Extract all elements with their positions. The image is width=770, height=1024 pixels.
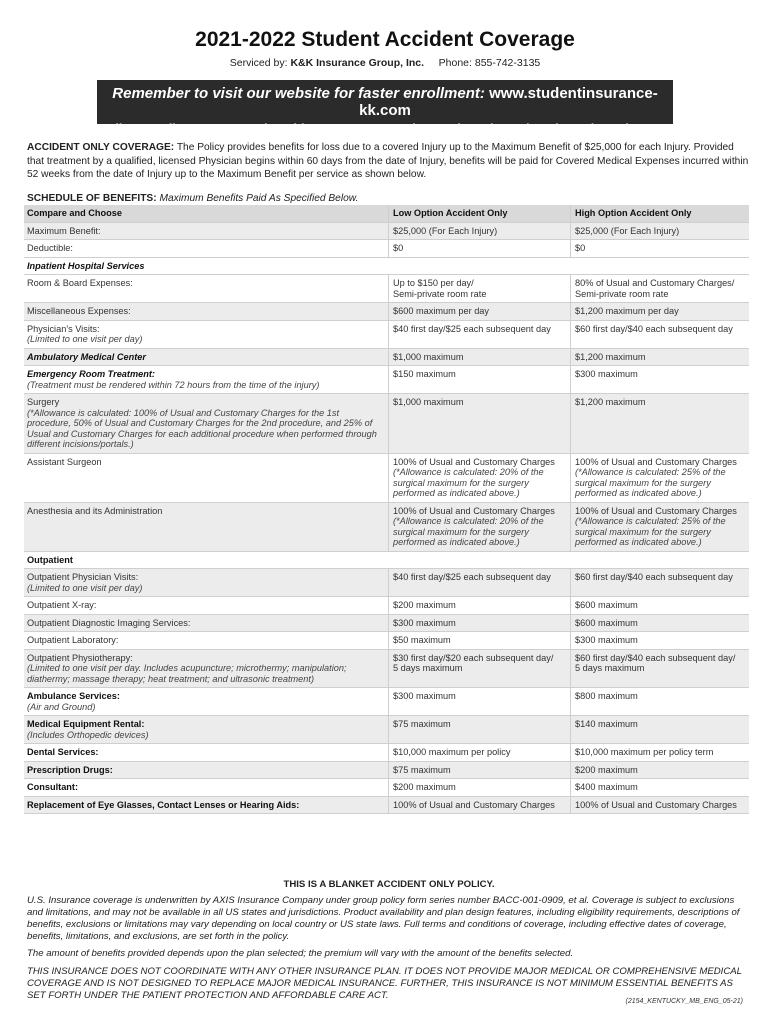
low-option-value: $30 first day/$20 each subsequent day/ 5 days maximum <box>393 652 554 673</box>
table-row <box>24 366 749 394</box>
banner-reminder: Remember to visit our website for faster enrollment: <box>112 85 485 102</box>
low-option-value: $200 maximum <box>393 782 456 792</box>
table-body <box>24 223 749 815</box>
underwriting-notice: U.S. Insurance coverage is underwritten by AXIS Insurance Company under group policy form series number BACC-001-0909, et al. Coverage is subject to exclusions and limitations, and may not be available in all US states and jurisdictions. Product availability and plan design features, including eligibility requirements, descriptions of benefits, exclusions or limitations may vary depending on local country or US state laws. Full terms and conditions of coverage, including effective dates of coverage, benefits, limitations, and exclusions, are set forth in the policy. <box>27 895 740 942</box>
benefit-cell <box>24 762 388 779</box>
benefit-cell <box>24 797 388 814</box>
benefit-label: Outpatient Laboratory: <box>27 635 119 645</box>
low-option-value-cell <box>388 650 570 688</box>
low-option-value: $150 maximum <box>393 369 456 379</box>
benefit-label: Surgery <box>27 397 60 407</box>
high-option-value: $1,200 maximum <box>575 397 646 407</box>
low-option-value-cell <box>388 240 570 257</box>
high-option-value: $300 maximum <box>575 369 638 379</box>
high-option-value-cell <box>570 615 749 632</box>
high-option-value-cell <box>570 394 749 453</box>
benefit-label: Assistant Surgeon <box>27 456 102 467</box>
benefit-cell <box>24 275 388 302</box>
banner-line-1 <box>97 80 673 119</box>
low-option-value-cell <box>388 797 570 814</box>
table-row <box>24 632 749 650</box>
table-row <box>24 569 749 597</box>
table-row <box>24 321 749 349</box>
table-row <box>24 275 749 303</box>
table-row <box>24 503 749 552</box>
low-option-value-cell <box>388 597 570 614</box>
high-option-value-cell <box>570 454 749 502</box>
low-option-value-cell <box>388 688 570 715</box>
benefit-cell <box>24 688 388 715</box>
phone-number: Phone: 855-742-3135 <box>438 57 541 69</box>
benefit-label: Outpatient X-ray: <box>27 600 97 610</box>
low-option-value-cell <box>388 366 570 393</box>
benefit-label: Miscellaneous Expenses: <box>27 306 131 316</box>
high-option-value-cell <box>570 303 749 320</box>
high-option-value-cell <box>570 688 749 715</box>
high-option-value: 100% of Usual and Customary Charges <box>575 505 737 516</box>
low-option-value: 100% of Usual and Customary Charges <box>393 799 555 810</box>
low-option-value-cell <box>388 569 570 596</box>
low-option-value-cell <box>388 394 570 453</box>
high-option-value: $10,000 maximum per policy term <box>575 747 714 757</box>
high-option-value-cell <box>570 275 749 302</box>
low-option-value-cell <box>388 223 570 240</box>
low-option-value: $1,000 maximum <box>393 397 464 407</box>
serviced-by-line <box>0 57 770 69</box>
high-option-value: $200 maximum <box>575 764 638 775</box>
low-option-value: $25,000 (For Each Injury) <box>393 225 498 236</box>
benefit-cell <box>24 503 388 551</box>
benefit-note: (*Allowance is calculated: 100% of Usual and Customary Charges for the 1st procedure, 50% of Usual and Customary Charges for the 2nd procedure, and 25% of Usual and Customary Charges for each additional procedure when performed through different incisions/portals.) <box>27 407 377 449</box>
benefit-label: Ambulance Services: <box>27 691 120 701</box>
low-option-value: 100% of Usual and Customary Charges <box>393 505 555 516</box>
serviced-label: Serviced by: <box>229 57 288 69</box>
benefit-cell <box>24 321 388 348</box>
benefit-cell <box>24 569 388 596</box>
benefit-cell <box>24 632 388 649</box>
low-option-value-note: (*Allowance is calculated: 20% of the surgical maximum for the surgery performed as indicated above.) <box>393 516 544 547</box>
section-label: Outpatient <box>27 554 73 565</box>
table-row <box>24 688 749 716</box>
benefit-cell <box>24 366 388 393</box>
table-row <box>24 797 749 815</box>
benefits-table <box>24 205 749 814</box>
benefit-note: (Includes Orthopedic devices) <box>27 729 149 740</box>
low-option-value: Up to $150 per day/ Semi-private room rate <box>393 278 487 299</box>
table-row <box>24 744 749 762</box>
benefit-label: Outpatient Diagnostic Imaging Services: <box>27 617 191 628</box>
high-option-value: 80% of Usual and Customary Charges/ Semi-private room rate <box>575 278 735 299</box>
low-option-value: $75 maximum <box>393 764 451 775</box>
high-option-value: $60 first day/$40 each subsequent day/ 5 days maximum <box>575 652 736 673</box>
low-option-value-cell <box>388 779 570 796</box>
low-option-value-cell <box>388 275 570 302</box>
benefit-label: Replacement of Eye Glasses, Contact Lenses or Hearing Aids: <box>27 799 300 810</box>
low-option-value-cell <box>388 349 570 366</box>
benefit-cell <box>24 303 388 320</box>
high-option-value-cell <box>570 366 749 393</box>
schedule-text: Maximum Benefits Paid As Specified Below. <box>159 193 359 204</box>
benefit-label: Outpatient Physician Visits: <box>27 572 139 582</box>
benefit-label: Deductible: <box>27 243 73 253</box>
benefit-label: Outpatient Physiotherapy: <box>27 652 133 663</box>
coverage-intro <box>27 141 751 182</box>
header-low-option: Low Option Accident Only <box>388 205 570 222</box>
table-row <box>24 650 749 689</box>
high-option-value: $600 maximum <box>575 600 638 610</box>
header-high-option: High Option Accident Only <box>570 205 749 222</box>
low-option-value: $300 maximum <box>393 691 456 701</box>
blanket-policy-notice: THIS IS A BLANKET ACCIDENT ONLY POLICY. <box>283 879 495 890</box>
benefit-cell <box>24 223 388 240</box>
header-compare: Compare and Choose <box>27 208 122 218</box>
table-row <box>24 303 749 321</box>
table-row <box>24 223 749 241</box>
high-option-value: $60 first day/$40 each subsequent day <box>575 572 733 582</box>
low-option-value: $40 first day/$25 each subsequent day <box>393 323 551 334</box>
high-option-value-note: (*Allowance is calculated: 25% of the surgical maximum for the surgery performed as indicated above.) <box>575 467 726 498</box>
table-header-row <box>24 205 749 223</box>
benefit-label: Consultant: <box>27 782 79 792</box>
benefit-label: Anesthesia and its Administration <box>27 505 163 516</box>
benefits-amount-notice: The amount of benefits provided depends upon the plan selected; the premium will vary with the amount of the benefits selected. <box>27 948 574 959</box>
high-option-value-cell <box>570 762 749 779</box>
table-row <box>24 716 749 744</box>
benefit-cell <box>24 779 388 796</box>
high-option-value-cell <box>570 503 749 551</box>
benefit-note: (Air and Ground) <box>27 701 96 712</box>
high-option-value: $0 <box>575 243 586 253</box>
high-option-value: $300 maximum <box>575 635 638 645</box>
table-row <box>24 779 749 797</box>
table-row <box>24 762 749 780</box>
intro-text: The Policy provides benefits for loss due to a covered Injury up to the Maximum Benefit of $25,000 for each Injury. Provided that treatment by a qualified, licensed Physician begins within 60 days from the date of Injury, benefits will be paid for Covered Medical Expenses incurred within 52 weeks from the date of Injury up to the Maximum Benefit per service as shown below. <box>27 142 749 180</box>
serviced-company: K&K Insurance Group, Inc. <box>290 57 425 69</box>
benefit-cell <box>24 615 388 632</box>
low-option-value: 100% of Usual and Customary Charges <box>393 456 555 467</box>
high-option-value: $800 maximum <box>575 691 638 701</box>
section-label: Inpatient Hospital Services <box>27 260 145 271</box>
benefit-label: Physician's Visits: <box>27 323 100 334</box>
low-option-value: $0 <box>393 243 404 253</box>
high-option-value: $400 maximum <box>575 782 638 792</box>
high-option-value: $600 maximum <box>575 617 638 628</box>
high-option-value-cell <box>570 650 749 688</box>
benefit-note: (Limited to one visit per day) <box>27 334 143 344</box>
high-option-value: $1,200 maximum per day <box>575 306 679 316</box>
low-option-value: $1,000 maximum <box>393 351 464 362</box>
high-option-value-cell <box>570 223 749 240</box>
high-option-value-cell <box>570 632 749 649</box>
benefit-label: Maximum Benefit: <box>27 225 101 236</box>
table-row <box>24 240 749 258</box>
high-option-value-cell <box>570 349 749 366</box>
benefit-cell <box>24 650 388 688</box>
high-option-value: $25,000 (For Each Injury) <box>575 225 680 236</box>
banner-line-2: Online Enrollment—Secured Accident Coverage can be purchased any time throughout the year. <box>98 122 672 136</box>
coordination-disclaimer: THIS INSURANCE DOES NOT COORDINATE WITH ANY OTHER INSURANCE PLAN. IT DOES NOT PROVIDE MAJOR MEDICAL OR COMPREHENSIVE MEDICAL COVERAGE AND IS NOT DESIGNED TO REPLACE MAJOR MEDICAL INSURANCE. FURTHER, THIS INSURANCE IS NOT MINIMUM ESSENTIAL BENEFITS AS SET FORTH UNDER THE PATIENT PROTECTION AND AFFORDABLE CARE ACT. <box>27 966 742 1001</box>
website-link[interactable]: www.studentinsurance-kk.com <box>359 85 658 119</box>
benefit-cell <box>24 240 388 257</box>
benefit-label: Medical Equipment Rental: <box>27 719 145 729</box>
low-option-value: $10,000 maximum per policy <box>393 747 511 757</box>
schedule-heading <box>27 193 358 204</box>
low-option-value-cell <box>388 762 570 779</box>
low-option-value-cell <box>388 321 570 348</box>
high-option-value-cell <box>570 597 749 614</box>
low-option-value-cell <box>388 615 570 632</box>
high-option-value-cell <box>570 716 749 743</box>
benefit-cell <box>24 716 388 743</box>
low-option-value-cell <box>388 744 570 761</box>
table-row <box>24 597 749 615</box>
benefit-label: Prescription Drugs: <box>27 764 113 775</box>
low-option-value-note: (*Allowance is calculated: 20% of the surgical maximum for the surgery performed as indicated above.) <box>393 467 544 498</box>
high-option-value: 100% of Usual and Customary Charges <box>575 456 737 467</box>
enrollment-banner <box>97 80 673 136</box>
benefit-cell <box>24 454 388 502</box>
schedule-label: SCHEDULE OF BENEFITS: <box>27 193 157 204</box>
benefit-cell <box>24 394 388 453</box>
low-option-value: $40 first day/$25 each subsequent day <box>393 572 551 582</box>
benefit-label: Room & Board Expenses: <box>27 278 133 288</box>
low-option-value-cell <box>388 454 570 502</box>
benefit-label: Dental Services: <box>27 747 99 757</box>
high-option-value-cell <box>570 744 749 761</box>
low-option-value-cell <box>388 632 570 649</box>
benefit-note: (Limited to one visit per day) <box>27 582 143 593</box>
benefit-label: Ambulatory Medical Center <box>27 351 146 362</box>
section-row <box>24 258 749 276</box>
form-code: (2154_KENTUCKY_MB_ENG_05-21) <box>625 998 743 1005</box>
benefit-label: Emergency Room Treatment: <box>27 369 155 379</box>
high-option-value: 100% of Usual and Customary Charges <box>575 799 737 810</box>
benefit-note: (Treatment must be rendered within 72 hours from the time of the injury) <box>27 379 320 390</box>
benefit-note: (Limited to one visit per day. Includes acupuncture; microthermy; manipulation; diathermy; massage therapy; heat treatment; and ultrasonic treatment) <box>27 663 347 684</box>
low-option-value-cell <box>388 716 570 743</box>
high-option-value: $140 maximum <box>575 719 638 729</box>
table-row <box>24 615 749 633</box>
page-title: 2021-2022 Student Accident Coverage <box>195 28 575 51</box>
low-option-value: $300 maximum <box>393 617 456 628</box>
low-option-value-cell <box>388 303 570 320</box>
high-option-value-cell <box>570 240 749 257</box>
high-option-value-cell <box>570 797 749 814</box>
high-option-value-note: (*Allowance is calculated: 25% of the surgical maximum for the surgery performed as indicated above.) <box>575 516 726 547</box>
low-option-value: $50 maximum <box>393 635 451 645</box>
low-option-value-cell <box>388 503 570 551</box>
benefit-cell <box>24 744 388 761</box>
high-option-value-cell <box>570 321 749 348</box>
high-option-value: $1,200 maximum <box>575 351 646 362</box>
benefit-cell <box>24 349 388 366</box>
high-option-value: $60 first day/$40 each subsequent day <box>575 323 733 334</box>
benefit-cell <box>24 597 388 614</box>
high-option-value-cell <box>570 569 749 596</box>
table-row <box>24 349 749 367</box>
table-row <box>24 454 749 503</box>
high-option-value-cell <box>570 779 749 796</box>
low-option-value: $75 maximum <box>393 719 451 729</box>
section-row <box>24 552 749 570</box>
low-option-value: $200 maximum <box>393 600 456 610</box>
low-option-value: $600 maximum per day <box>393 306 490 316</box>
table-row <box>24 394 749 454</box>
intro-label: ACCIDENT ONLY COVERAGE: <box>27 142 175 153</box>
